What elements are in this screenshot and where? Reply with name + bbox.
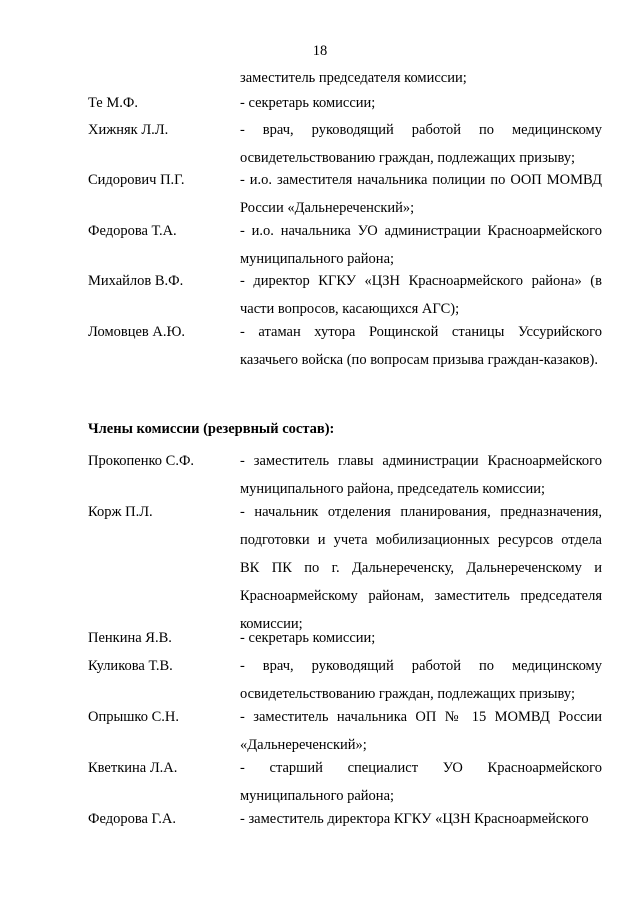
member-name: Прокопенко С.Ф. [88, 453, 195, 469]
member-role: - секретарь комиссии; [240, 95, 376, 111]
page-number: 18 [312, 43, 328, 59]
member-name: Федорова Г.А. [88, 811, 177, 827]
member-role: - и.о. заместителя начальника полиции по ООП МОМВД России «Дальнереченский»; [240, 172, 602, 216]
member-role: - атаман хутора Рощинской станицы Уссурийского казачьего войска (по вопросам призыва граждан-казаков). [240, 324, 602, 368]
member-name: Те М.Ф. [88, 95, 138, 111]
member-name: Хижняк Л.Л. [88, 122, 169, 138]
member-role: - врач, руководящий работой по медицинскому освидетельствованию граждан, подлежащих призыву; [240, 658, 602, 702]
member-role: - старший специалист УО Красноармейского муниципального района; [240, 760, 602, 804]
member-role: - заместитель начальника ОП № 15 МОМВД России «Дальнереченский»; [240, 709, 602, 753]
member-name: Куликова Т.В. [88, 658, 173, 674]
member-name: Федорова Т.А. [88, 223, 177, 239]
member-role: - и.о. начальника УО администрации Красноармейского муниципального района; [240, 223, 602, 267]
member-role: - заместитель главы администрации Красноармейского муниципального района, председатель комиссии; [240, 453, 602, 497]
member-name: Опрышко С.Н. [88, 709, 179, 725]
member-name: Пенкина Я.В. [88, 630, 172, 646]
member-role: - заместитель директора КГКУ «ЦЗН Красноармейского [240, 811, 589, 827]
member-name: Сидорович П.Г. [88, 172, 185, 188]
member-name: Корж П.Л. [88, 504, 153, 520]
member-role: - врач, руководящий работой по медицинскому освидетельствованию граждан, подлежащих призыву; [240, 122, 602, 166]
continuation-text: заместитель председателя комиссии; [240, 70, 467, 86]
member-name: Михайлов В.Ф. [88, 273, 184, 289]
member-name: Кветкина Л.А. [88, 760, 178, 776]
member-role: - директор КГКУ «ЦЗН Красноармейского района» (в части вопросов, касающихся АГС); [240, 273, 602, 317]
member-name: Ломовцев А.Ю. [88, 324, 186, 340]
reserve-heading: Члены комиссии (резервный состав): [88, 421, 335, 437]
member-role: - секретарь комиссии; [240, 630, 376, 646]
member-role: - начальник отделения планирования, предназначения, подготовки и учета мобилизационных ресурсов отдела ВК ПК по г. Дальнереченску, Дальнереченскому и Красноармейскому районам, заместитель председателя комиссии; [240, 504, 602, 632]
